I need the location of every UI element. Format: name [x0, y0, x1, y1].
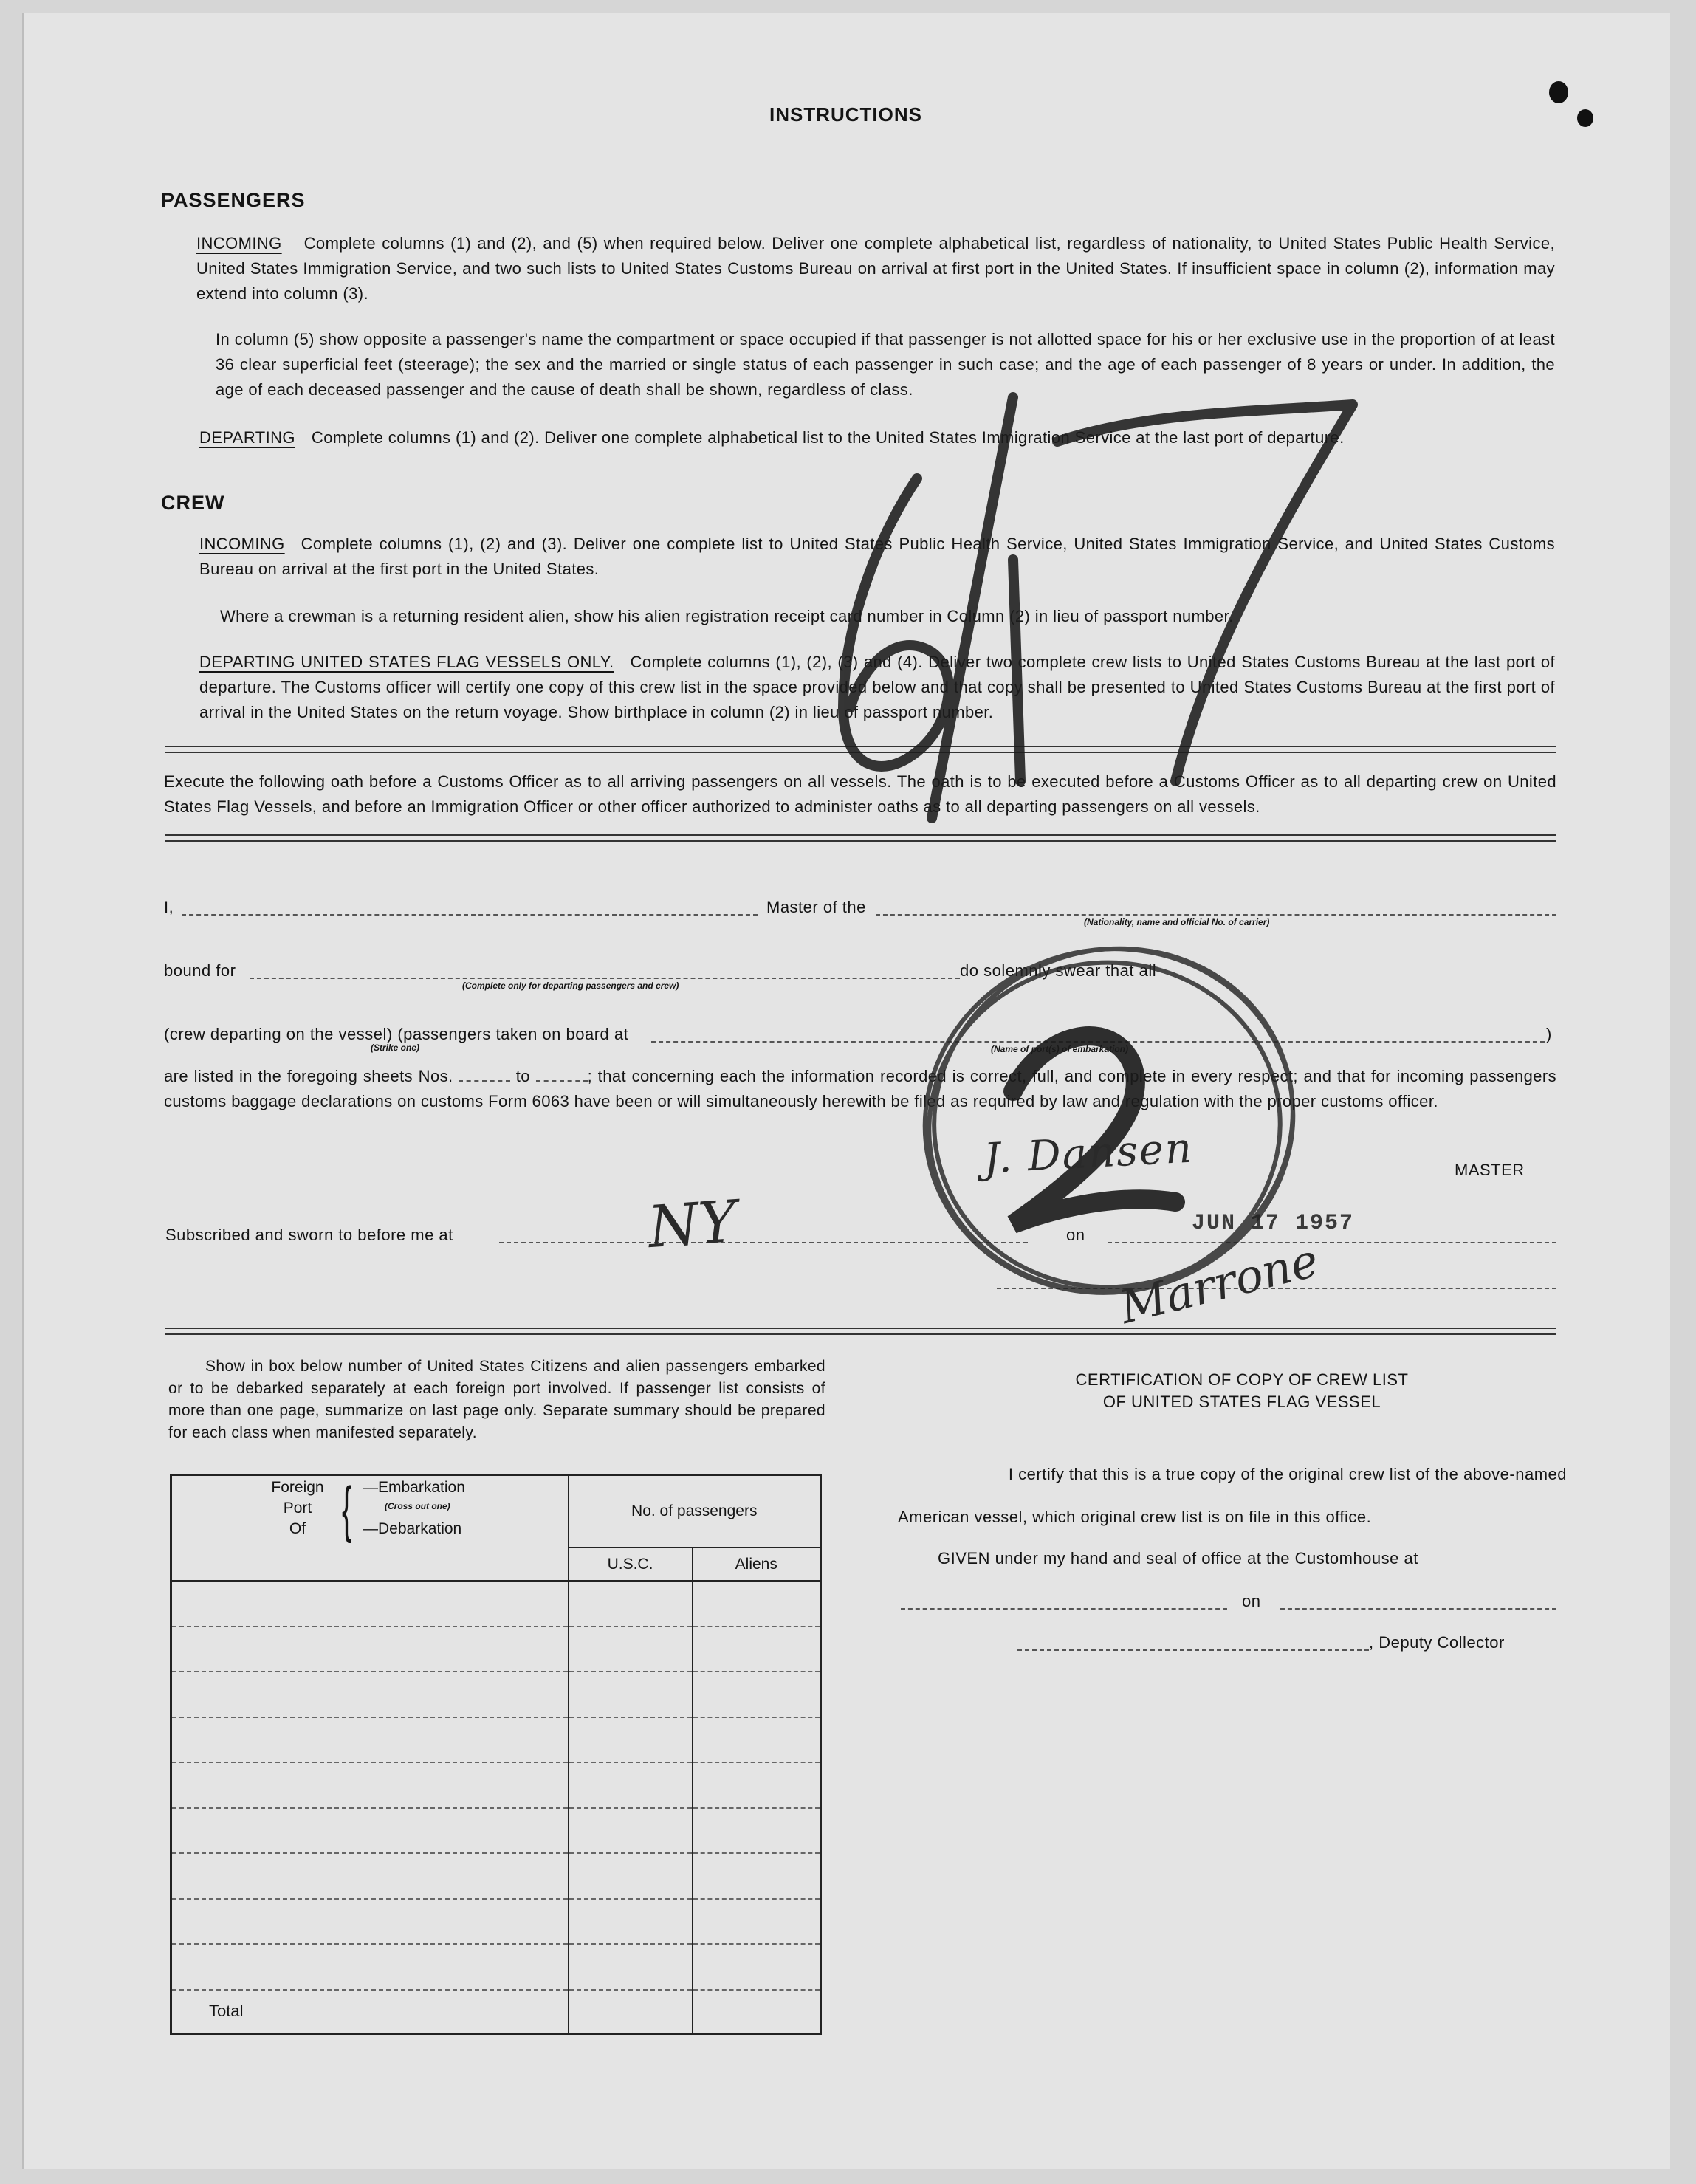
- listed-paragraph: [164, 1064, 1556, 1114]
- oath-intro-text: Execute the following oath before a Customs Officer as to all arriving passengers on all vessels. The oath is to be executed before a Customs Officer as to all departing crew on United States Flag Vessels, and before an Immigration Officer or other officer authorized to administer oaths as to all departing passengers on all vessels.: [164, 772, 1556, 816]
- handwritten-place: NY: [646, 1188, 739, 1262]
- crew-incoming-label: INCOMING: [199, 535, 285, 553]
- table-row[interactable]: [171, 1762, 821, 1808]
- crew-departing-label: DEPARTING UNITED STATES FLAG VESSELS ONLY.: [199, 653, 614, 671]
- passengers-incoming-label: INCOMING: [196, 234, 282, 253]
- certification-title-line2: OF UNITED STATES FLAG VESSEL: [1102, 1393, 1381, 1411]
- crew-heading: CREW: [161, 492, 225, 514]
- divider-rule: [165, 840, 1556, 842]
- embarkation-caption: (Name of port(s) of embarkation): [991, 1044, 1129, 1054]
- passengers-count-header: No. of passengers: [569, 1475, 821, 1548]
- listed-label: are listed in the foregoing sheets Nos.: [164, 1067, 453, 1085]
- table-row[interactable]: [171, 1808, 821, 1854]
- embarkation-option[interactable]: —Embarkation: [363, 1479, 465, 1496]
- summary-header-row: [171, 1475, 821, 1548]
- slash-stroke: [932, 397, 1013, 818]
- debarkation-option[interactable]: —Debarkation: [363, 1520, 462, 1537]
- total-aliens-cell[interactable]: [693, 1990, 821, 2034]
- master-of-label: Master of the: [766, 898, 866, 916]
- brace-mark: {: [342, 1475, 352, 1545]
- certification-date-field[interactable]: [1280, 1608, 1556, 1610]
- aliens-header: Aliens: [693, 1548, 821, 1581]
- passengers-incoming-paragraph: [196, 231, 1555, 306]
- date-stamp: JUN 17 1957: [1192, 1211, 1355, 1236]
- total-label: Total: [171, 1990, 569, 2034]
- sheet-from-field[interactable]: [459, 1080, 510, 1082]
- crew-returning-text: Where a crewman is a returning resident alien, show his alien registration receipt card number in Column (2) in lieu of passport number.: [220, 607, 1234, 625]
- handwritten-large-number-strokes: [792, 368, 1427, 825]
- passengers-column5-text: In column (5) show opposite a passenger's name the compartment or space occupied if that passenger is not allotted space for his or her exclusive use in the proportion of at least 36 clear superficial feet (steerage); the sex and the married or single status of each passenger in such case; and the age of each passenger of 8 years or under. In addition, the age of each deceased passenger and the cause of death shall be shown, regardless of class.: [216, 330, 1555, 399]
- customhouse-place-field[interactable]: [901, 1608, 1227, 1610]
- officer-signature: Marrone: [1114, 1232, 1324, 1335]
- table-row[interactable]: [171, 1672, 821, 1717]
- usc-header: U.S.C.: [569, 1548, 693, 1581]
- divider-rule: [165, 834, 1556, 836]
- listed-rest-text: ; that concerning each the information recorded is correct, full, and complete in every respect; and that for incoming passengers customs baggage declarations on customs Form 6063 have been or will simultaneously herewith be filed as required by law and regulation with the proper customs officer.: [164, 1067, 1557, 1110]
- passengers-heading: PASSENGERS: [161, 189, 306, 211]
- divider-rule: [165, 1328, 1556, 1329]
- sheet-to-field[interactable]: [536, 1080, 588, 1082]
- digit-seven-stroke: [1057, 405, 1353, 781]
- crew-incoming-text: Complete columns (1), (2) and (3). Deliver one complete list to United States Public Health Service, United States Immigration Service, and United States Customs Bureau on arrival at the first port in the United States.: [199, 535, 1555, 578]
- passengers-departing-label: DEPARTING: [199, 428, 295, 447]
- deputy-signature-field[interactable]: [1017, 1649, 1369, 1651]
- certification-line1: I certify that this is a true copy of the original crew list of the above-named: [1008, 1465, 1567, 1483]
- table-row[interactable]: [171, 1853, 821, 1899]
- carrier-field[interactable]: [876, 914, 1556, 916]
- passengers-incoming-text: Complete columns (1) and (2), and (5) when required below. Deliver one complete alphabetical list, regardless of nationality, to United States Public Health Service, United States Immigration Service, and two such lists to United States Customs Bureau on arrival at first port in the United States. If insufficient space in column (2), information may extend into column (3).: [196, 234, 1555, 303]
- summary-note: Show in box below number of United States Citizens and alien passengers embarked or to be debarked separately at each foreign port involved. If passenger list consists of more than one page, summarize on last page only. Separate summary should be prepared for each class when manifested separately.: [168, 1358, 825, 1441]
- cross-out-caption: (Cross out one): [385, 1501, 450, 1511]
- crew-departing-text: Complete columns (1), (2), (3) and (4). Deliver two complete crew lists to United States Customs Bureau at the last port of departure. The Customs officer will certify one copy of this crew list in the space provided below and that copy shall be presented to United States Customs Bureau at the first port of arrival in the United States on the return voyage. Show birthplace in column (2) in lieu of passport number.: [199, 653, 1555, 721]
- total-row: [171, 1990, 821, 2034]
- of-label: Of: [289, 1520, 306, 1537]
- ink-blot-mark: [1549, 81, 1568, 103]
- to-label: to: [515, 1067, 530, 1085]
- table-row[interactable]: [171, 1899, 821, 1945]
- port-label: Port: [283, 1500, 312, 1517]
- table-row[interactable]: [171, 1944, 821, 1990]
- certification-line2: American vessel, which original crew list is on file in this office.: [898, 1508, 1372, 1526]
- close-paren: ): [1546, 1025, 1552, 1043]
- bound-for-caption: (Complete only for departing passengers and crew): [462, 981, 679, 991]
- passengers-departing-text: Complete columns (1) and (2). Deliver one complete alphabetical list to the United States Immigration Service at the last port of departure.: [311, 428, 1345, 447]
- strike-caption: (Strike one): [371, 1043, 420, 1053]
- certification-title-line1: CERTIFICATION OF COPY OF CREW LIST: [1075, 1370, 1409, 1389]
- bound-for-label: bound for: [164, 961, 236, 980]
- document-page: [22, 13, 1670, 2169]
- master-name-field[interactable]: [182, 914, 758, 916]
- certification-title: [917, 1369, 1567, 1413]
- table-row[interactable]: [171, 1627, 821, 1672]
- master-signature: J. Dansen: [982, 1124, 1195, 1184]
- on-label: on: [1066, 1226, 1085, 1244]
- digit-one-stroke: [1013, 560, 1020, 781]
- subscribed-label: Subscribed and sworn to before me at: [165, 1226, 453, 1244]
- foreign-port-header: [171, 1475, 569, 1582]
- master-label: MASTER: [1455, 1161, 1525, 1179]
- carrier-caption: (Nationality, name and official No. of carrier): [1084, 917, 1270, 927]
- divider-rule: [165, 1333, 1556, 1335]
- oath-i-label: I,: [164, 898, 174, 916]
- ink-blot-mark: [1577, 109, 1593, 127]
- bound-for-field[interactable]: [250, 978, 960, 979]
- foreign-label: Foreign: [271, 1479, 324, 1496]
- certification-line3: GIVEN under my hand and seal of office at the Customhouse at: [938, 1549, 1418, 1567]
- total-usc-cell[interactable]: [569, 1990, 693, 2034]
- table-row[interactable]: [171, 1717, 821, 1763]
- table-row[interactable]: [171, 1581, 821, 1627]
- passenger-summary-table: [170, 1474, 822, 2035]
- deputy-collector-label: , Deputy Collector: [1369, 1633, 1505, 1652]
- certification-on-label: on: [1242, 1592, 1261, 1610]
- digit-six-stroke: [843, 478, 949, 766]
- crew-departing-label: (crew departing on the vessel) (passengers taken on board at: [164, 1025, 629, 1043]
- swear-label: do solemnly swear that all: [960, 961, 1157, 980]
- page-title: INSTRUCTIONS: [769, 103, 922, 126]
